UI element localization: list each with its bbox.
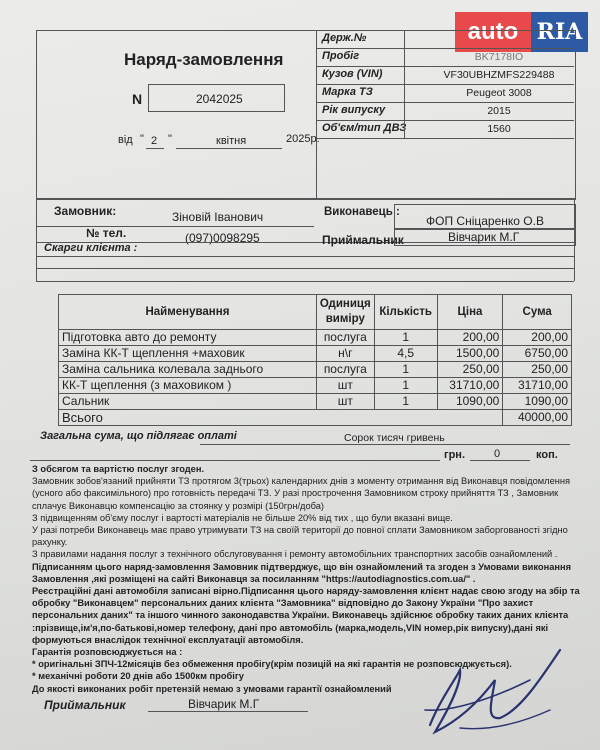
item-name: Сальник — [59, 394, 317, 410]
date-quote-close: " — [168, 133, 172, 145]
item-price: 1090,00 — [437, 394, 503, 410]
parties-left-border — [36, 198, 37, 281]
sum-words: Сорок тисяч гривень — [344, 432, 445, 444]
vehicle-plate-label: Держ.№ — [322, 32, 367, 44]
footer-receiver-line — [148, 711, 308, 712]
terms-rules: З правилами надання послуг з технічного обслуговування і ремонту автомобільних транспортних засобів ознайомлений . — [32, 549, 558, 560]
grn-label: грн. — [444, 449, 466, 461]
logo-ria-part: RIA — [531, 12, 588, 52]
vehicle-row-year — [316, 102, 574, 121]
table-row — [59, 378, 572, 394]
phone-label: № тел. — [86, 226, 127, 240]
parties-top-line — [36, 198, 574, 199]
item-unit: шт — [316, 378, 374, 394]
kop-label: коп. — [536, 449, 558, 461]
item-qty: 1 — [374, 394, 437, 410]
table-row — [59, 346, 572, 362]
terms-acceptance: Замовник зобов'язаний прийняти ТЗ протягом 3(трьох) календарних днів з моменту отримання від Виконавця повідомлення (усного або факсимільного) про готовність передачі ТЗ. У разі прострочення Замовником строку прийняття ТЗ , Замовник сплачує Виконавцю компенсацію за стоянку у розмірі (150грн/доба) — [32, 476, 571, 511]
customer-label: Замовник: — [54, 204, 117, 218]
executor-label: Виконавець : — [324, 206, 400, 218]
col-price-header: Ціна — [437, 295, 503, 330]
signature-icon — [400, 640, 580, 740]
item-sum: 200,00 — [503, 330, 572, 346]
sum-words-line — [200, 444, 570, 445]
complaints-line-1 — [36, 256, 574, 257]
complaints-line-3 — [36, 281, 574, 282]
vehicle-vin-value: VF30UBHZMFS229488 — [443, 69, 555, 81]
date-day-line — [146, 148, 164, 149]
item-sum: 250,00 — [503, 362, 572, 378]
order-number-label: N — [132, 91, 143, 107]
item-qty: 4,5 — [374, 346, 437, 362]
warranty-works: * механічні роботи 20 днів або 1500км пробігу — [32, 671, 244, 682]
item-unit: н\г — [316, 346, 374, 362]
total-label: Всього — [59, 410, 503, 426]
item-sum: 6750,00 — [503, 346, 572, 362]
complaints-line-2 — [36, 268, 574, 269]
item-price: 250,00 — [437, 362, 503, 378]
col-unit-header: Одиниця виміру — [316, 295, 374, 330]
vehicle-row-vin — [316, 66, 574, 85]
vehicle-col-divider — [404, 30, 405, 139]
item-name: Підготовка авто до ремонту — [59, 330, 317, 346]
receiver-name: Вівчарик М.Г — [448, 230, 520, 244]
total-value: 40000,00 — [503, 410, 572, 426]
table-row — [59, 394, 572, 410]
item-unit: шт — [316, 394, 374, 410]
items-header-row — [59, 295, 572, 330]
customer-name: Зіновій Іванович — [172, 210, 264, 224]
item-price: 31710,00 — [437, 378, 503, 394]
vehicle-row-plate — [316, 30, 574, 49]
table-row — [59, 330, 572, 346]
warranty-heading: Гарантія розповсюджується на : — [32, 647, 183, 658]
total-row — [59, 410, 572, 426]
item-name: КК-Т щеплення (з маховиком ) — [59, 378, 317, 394]
col-sum-header: Сума — [503, 295, 572, 330]
col-qty-header: Кількість — [374, 295, 437, 330]
terms-price-increase: З підвищенням об'єму послуг і вартості матеріалів не більше 20% від тих , що були вказані вище. — [32, 512, 453, 523]
date-quote-open: " — [140, 133, 144, 145]
executor-name: ФОП Сніцаренко О.В — [426, 214, 544, 228]
kop-value: 0 — [494, 448, 501, 460]
logo-auto-part: auto — [455, 12, 531, 52]
vehicle-row-engine — [316, 120, 574, 139]
footer-receiver-name: Вівчарик М.Г — [188, 697, 260, 711]
order-number: 2042025 — [196, 92, 243, 106]
vehicle-vin-label: Кузов (VIN) — [322, 68, 383, 80]
kop-line — [470, 460, 530, 461]
vehicle-row-model — [316, 84, 574, 103]
vehicle-mileage-value: BK7178IO — [474, 51, 524, 63]
item-qty: 1 — [374, 330, 437, 346]
warranty-parts: * оригінальні ЗПЧ-12місяців без обмеження пробігу(крім позицій на які гарантія не розповсюджується). — [32, 659, 512, 670]
phone-value: (097)0098295 — [185, 231, 260, 245]
item-sum: 1090,00 — [503, 394, 572, 410]
vehicle-mileage-label: Пробіг — [322, 50, 360, 62]
terms-agree: З обсягом та вартістю послуг згоден. — [32, 464, 205, 474]
item-unit: послуга — [316, 330, 374, 346]
item-name: Заміна КК-Т щеплення +маховик — [59, 346, 317, 362]
parties-right-border — [574, 198, 575, 281]
date-year: 2025р. — [286, 133, 320, 145]
terms-personal-data: Реєстраційні дані автомобіля записані вірно.Підписання цього наряду-замовлення клієнт надає свою згоду на збір та обробку "Виконавцем" персональних даних клієнта "Замовника" відповідно до Закону України "Про захист персональних даних" та іншого чинного законодавства України. Виконавець здійснює обробку таких даних клієнта :прізвище,ім'я,по-батькові,номер телефону, дані про автомобіль (марка,модель,VIN номер,рік випуску),дані які формуються внаслідок технічної експлуатації автомобіля. — [32, 586, 580, 645]
date-prefix: від — [118, 134, 133, 146]
table-row — [59, 362, 572, 378]
footer-receiver-label: Приймальник — [44, 698, 126, 712]
vehicle-year-value: 2015 — [487, 105, 511, 117]
vehicle-model-label: Марка ТЗ — [322, 86, 373, 98]
item-price: 200,00 — [437, 330, 503, 346]
date-month: квітня — [216, 135, 247, 147]
customer-line — [36, 226, 314, 227]
sum-line-2 — [30, 460, 440, 461]
date-day: 2 — [151, 135, 158, 147]
item-name: Заміна сальника колевала заднього — [59, 362, 317, 378]
terms-no-claims: До якості виконаних робіт претензій немаю з умовами гарантії ознайомлений — [32, 683, 392, 694]
item-qty: 1 — [374, 378, 437, 394]
executor-box — [394, 204, 576, 230]
terms-conditions: Підписанням цього наряд-замовлення Замовник підтверджує, що він ознайомлений та згоден з Умовами виконання Замовлення ,які розміщені на сайті Виконавця за посиланням "https://autodiagnostics.com.ua/" . — [32, 561, 572, 584]
sum-label: Загальна сума, що підлягає оплаті — [40, 430, 237, 442]
receiver-label: Приймальник — [322, 233, 404, 247]
item-price: 1500,00 — [437, 346, 503, 362]
page-title: Наряд-замовлення — [124, 50, 284, 69]
item-sum: 31710,00 — [503, 378, 572, 394]
item-qty: 1 — [374, 362, 437, 378]
date-month-line — [176, 148, 282, 149]
items-table — [58, 294, 572, 426]
complaints-label: Скарги клієнта : — [44, 242, 138, 254]
vehicle-engine-value: 1560 — [487, 123, 511, 135]
vehicle-row-mileage — [316, 48, 574, 67]
item-unit: послуга — [316, 362, 374, 378]
vehicle-engine-label: Об'єм/тип ДВЗ — [322, 122, 407, 134]
col-name-header: Найменування — [59, 295, 317, 330]
vehicle-model-value: Peugeot 3008 — [466, 87, 532, 99]
vehicle-year-label: Рік випуску — [322, 104, 386, 116]
terms-retention: У разі потреби Виконавець має право утримувати ТЗ на своїй території до повної сплати Замовником заборгованості згідно рахунку. — [32, 525, 568, 548]
